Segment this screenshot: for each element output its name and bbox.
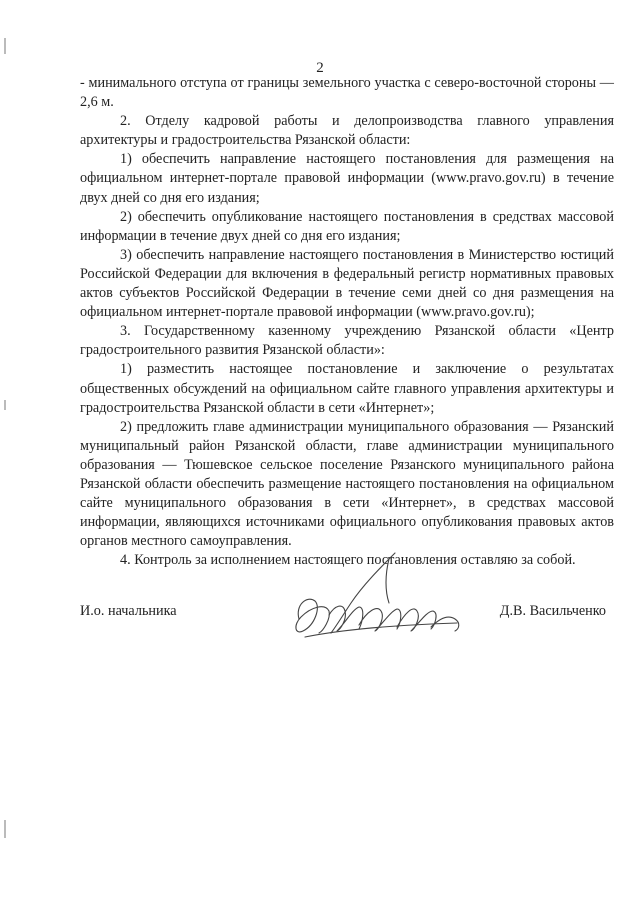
- handwritten-signature: [285, 545, 485, 655]
- paragraph: 1) разместить настоящее постановление и заключение о результатах общественных обсуждений на официальном сайте главного управления архитектуры и градостроительства Рязанской области в сети «Интернет»;: [80, 361, 614, 416]
- paragraph: 2) обеспечить опубликование настоящего постановления в средствах массовой информации в течение двух дней со дня его издания;: [80, 208, 614, 244]
- document-body: [80, 74, 614, 570]
- signatory-name: Д.В. Васильченко: [499, 603, 606, 619]
- binding-mark: [4, 38, 6, 54]
- signature-block: [80, 603, 614, 627]
- paragraph: - минимального отступа от границы земельного участка с северо-восточной стороны — 2,6 м.: [80, 75, 614, 111]
- paragraph: 4. Контроль за исполнением настоящего постановления оставляю за собой.: [120, 552, 576, 569]
- binding-mark: [4, 820, 6, 838]
- paragraph: 2. Отделу кадровой работы и делопроизводства главного управления архитектуры и градостроительства Рязанской области:: [80, 113, 614, 149]
- paragraph: 3. Государственному казенному учреждению Рязанской области «Центр градостроительного развития Рязанской области»:: [80, 323, 614, 359]
- paragraph: 1) обеспечить направление настоящего постановления для размещения на официальном интернет-портале правовой информации (www.pravo.gov.ru) в течение двух дней со дня его издания;: [80, 151, 614, 206]
- binding-mark: [4, 400, 6, 410]
- page-number: 2: [316, 60, 324, 76]
- paragraph: 3) обеспечить направление настоящего постановления в Министерство юстиций Российской Федерации для включения в федеральный регистр нормативных правовых актов субъектов Российской Федерации в течение семи дней со дня размещения на официальном интернет-портале правовой информации (www.pravo.gov.ru);: [80, 246, 614, 321]
- signatory-position: И.о. начальника: [80, 603, 177, 619]
- paragraph: 2) предложить главе администрации муниципального образования — Рязанский муниципальный район Рязанской области, главе администрации муниципального образования — Тюшевское сельское поселение Рязанского муниципального района Рязанской области обеспечить размещение настоящего постановления на официальном сайте муниципального образования в сети «Интернет», в средствах массовой информации, являющихся источниками официального опубликования правовых актов органов местного самоуправления.: [80, 418, 614, 550]
